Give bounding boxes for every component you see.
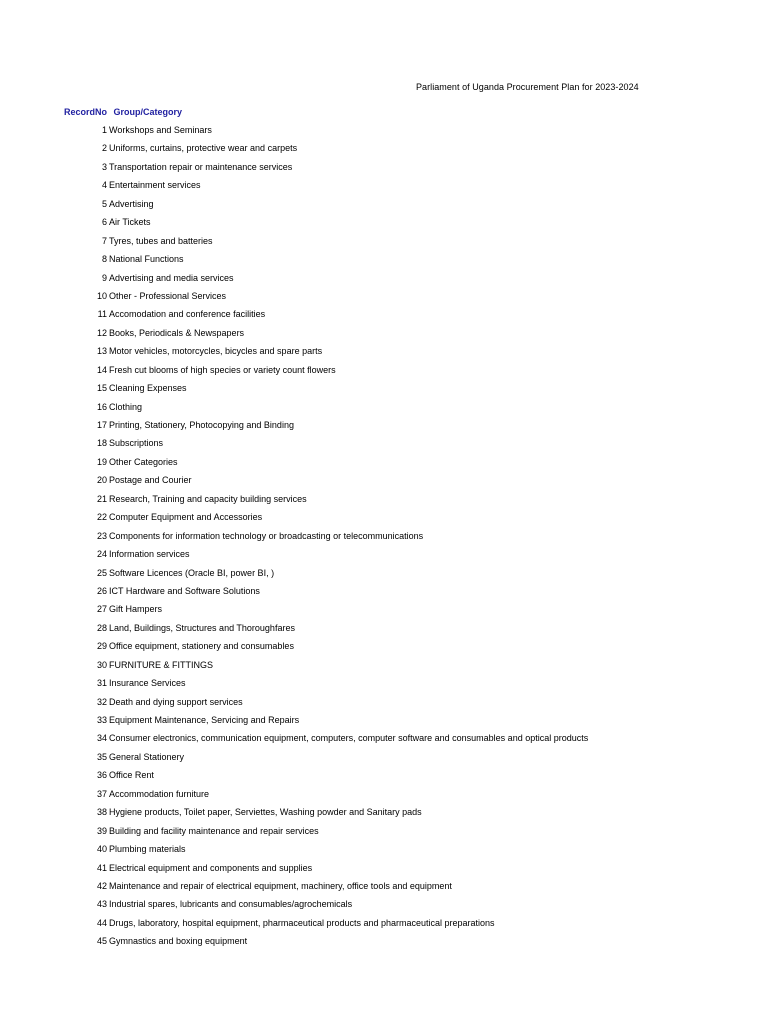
category-name: Accomodation and conference facilities — [109, 309, 266, 320]
record-number: 31 — [96, 678, 107, 689]
record-number: 7 — [101, 235, 107, 246]
table-row — [0, 328, 768, 346]
category-name: Accommodation furniture — [109, 788, 210, 799]
category-name: Postage and Courier — [109, 475, 192, 486]
record-number: 42 — [96, 880, 107, 891]
category-name: Workshops and Seminars — [109, 125, 212, 135]
record-number: 44 — [96, 917, 107, 928]
category-name: Consumer electronics, communication equipment, computers, computer software and consumables and optical products — [109, 733, 589, 744]
category-name: Building and facility maintenance and repair services — [109, 825, 319, 836]
table-row — [0, 844, 768, 862]
table-row — [0, 346, 768, 364]
category-name: General Stationery — [109, 751, 185, 762]
category-name: Uniforms, curtains, protective wear and carpets — [109, 143, 298, 154]
category-name: Advertising and media services — [109, 272, 234, 283]
category-name: Books, Periodicals & Newspapers — [109, 327, 245, 338]
record-number: 3 — [101, 161, 107, 172]
record-number: 2 — [101, 143, 107, 154]
record-number: 15 — [96, 383, 107, 394]
table-row — [0, 715, 768, 733]
table-row — [0, 549, 768, 567]
table-row — [0, 568, 768, 586]
table-row — [0, 457, 768, 475]
record-number: 14 — [96, 364, 107, 375]
table-row — [0, 641, 768, 659]
record-number: 27 — [96, 604, 107, 615]
category-name: Components for information technology or broadcasting or telecommunications — [109, 530, 424, 541]
table-row — [0, 199, 768, 217]
record-number: 20 — [96, 475, 107, 486]
record-number: 34 — [96, 733, 107, 744]
record-number: 6 — [101, 217, 107, 228]
category-name: Plumbing materials — [109, 844, 186, 855]
category-name: Information services — [109, 549, 190, 560]
table-row — [0, 420, 768, 438]
category-name: Death and dying support services — [109, 696, 243, 707]
category-list — [0, 125, 768, 955]
record-number: 43 — [96, 899, 107, 910]
table-row — [0, 291, 768, 309]
table-row — [0, 475, 768, 493]
record-number: 4 — [101, 180, 107, 191]
record-number: 8 — [101, 254, 107, 265]
table-row — [0, 162, 768, 180]
record-number: 5 — [101, 198, 107, 209]
category-name: Advertising — [109, 198, 154, 209]
category-name: Office equipment, stationery and consumables — [109, 641, 294, 652]
record-number: 36 — [96, 770, 107, 781]
category-name: Hygiene products, Toilet paper, Serviettes, Washing powder and Sanitary pads — [109, 807, 422, 818]
category-name: Printing, Stationery, Photocopying and Binding — [109, 420, 294, 430]
record-number: 25 — [96, 567, 107, 578]
category-name: FURNITURE & FITTINGS — [109, 659, 213, 670]
record-number: 12 — [96, 327, 107, 338]
record-number: 13 — [96, 346, 107, 357]
record-number: 10 — [96, 290, 107, 301]
table-row — [0, 383, 768, 401]
table-row — [0, 826, 768, 844]
table-row — [0, 863, 768, 881]
record-number: 21 — [96, 493, 107, 504]
record-number: 33 — [96, 715, 107, 725]
category-name: Computer Equipment and Accessories — [109, 512, 263, 523]
table-row — [0, 273, 768, 291]
record-number: 16 — [96, 401, 107, 412]
category-name: National Functions — [109, 254, 184, 265]
record-number: 9 — [101, 272, 107, 283]
record-number: 41 — [96, 862, 107, 873]
category-name: Subscriptions — [109, 438, 164, 449]
table-row — [0, 236, 768, 254]
table-row — [0, 789, 768, 807]
record-number: 37 — [96, 788, 107, 799]
category-name: ICT Hardware and Software Solutions — [109, 585, 260, 596]
table-row — [0, 180, 768, 198]
table-row — [0, 586, 768, 604]
category-name: Air Tickets — [109, 217, 151, 228]
category-name: Motor vehicles, motorcycles, bicycles and spare parts — [109, 346, 323, 357]
table-row — [0, 531, 768, 549]
table-row — [0, 881, 768, 899]
category-name: Research, Training and capacity building services — [109, 493, 307, 504]
table-row — [0, 899, 768, 917]
category-name: Maintenance and repair of electrical equipment, machinery, office tools and equipment — [109, 880, 452, 891]
record-number: 24 — [96, 549, 107, 560]
table-row — [0, 254, 768, 272]
record-number: 32 — [96, 696, 107, 707]
record-number: 19 — [96, 456, 107, 467]
record-number: 28 — [96, 622, 107, 633]
category-name: Gymnastics and boxing equipment — [109, 936, 248, 947]
category-name: Fresh cut blooms of high species or variety count flowers — [109, 364, 336, 375]
table-row — [0, 365, 768, 383]
table-row — [0, 494, 768, 512]
table-row — [0, 438, 768, 456]
table-row — [0, 752, 768, 770]
table-header — [64, 107, 182, 117]
record-number: 11 — [97, 309, 107, 320]
category-name: Other Categories — [109, 456, 178, 467]
table-row — [0, 604, 768, 622]
table-row — [0, 918, 768, 936]
table-row — [0, 807, 768, 825]
table-row — [0, 697, 768, 715]
record-number: 38 — [96, 807, 107, 818]
category-name: Equipment Maintenance, Servicing and Repairs — [109, 715, 300, 725]
record-number: 30 — [96, 659, 107, 670]
record-number: 40 — [96, 844, 107, 855]
table-row — [0, 402, 768, 420]
category-name: Tyres, tubes and batteries — [109, 235, 213, 246]
record-number: 18 — [96, 438, 107, 449]
category-name: Office Rent — [109, 770, 154, 781]
record-number: 35 — [96, 751, 107, 762]
header-group-category: Group/Category — [113, 107, 183, 117]
record-number: 23 — [96, 530, 107, 541]
record-number: 1 — [101, 125, 107, 135]
category-name: Clothing — [109, 401, 143, 412]
table-row — [0, 623, 768, 641]
record-number: 39 — [96, 825, 107, 836]
record-number: 45 — [96, 936, 107, 947]
category-name: Entertainment services — [109, 180, 201, 191]
record-number: 29 — [96, 641, 107, 652]
category-name: Land, Buildings, Structures and Thoroughfares — [109, 622, 295, 633]
record-number: 17 — [96, 420, 107, 430]
document-title: Parliament of Uganda Procurement Plan for 2023-2024 — [416, 82, 639, 92]
record-number: 22 — [96, 512, 107, 523]
header-record-no: RecordNo — [64, 107, 108, 117]
category-name: Cleaning Expenses — [109, 383, 187, 394]
table-row — [0, 660, 768, 678]
category-name: Electrical equipment and components and supplies — [109, 862, 313, 873]
category-name: Drugs, laboratory, hospital equipment, pharmaceutical products and pharmaceutical preparations — [109, 917, 495, 928]
table-row — [0, 733, 768, 751]
category-name: Insurance Services — [109, 678, 186, 689]
table-row — [0, 125, 768, 143]
record-number: 26 — [96, 585, 107, 596]
category-name: Transportation repair or maintenance services — [109, 161, 293, 172]
category-name: Software Licences (Oracle BI, power BI, ) — [109, 567, 275, 578]
category-name: Gift Hampers — [109, 604, 163, 615]
table-row — [0, 309, 768, 327]
table-row — [0, 512, 768, 530]
table-row — [0, 143, 768, 161]
category-name: Industrial spares, lubricants and consumables/agrochemicals — [109, 899, 353, 910]
category-name: Other - Professional Services — [109, 290, 227, 301]
table-row — [0, 936, 768, 954]
table-row — [0, 770, 768, 788]
table-row — [0, 678, 768, 696]
table-row — [0, 217, 768, 235]
